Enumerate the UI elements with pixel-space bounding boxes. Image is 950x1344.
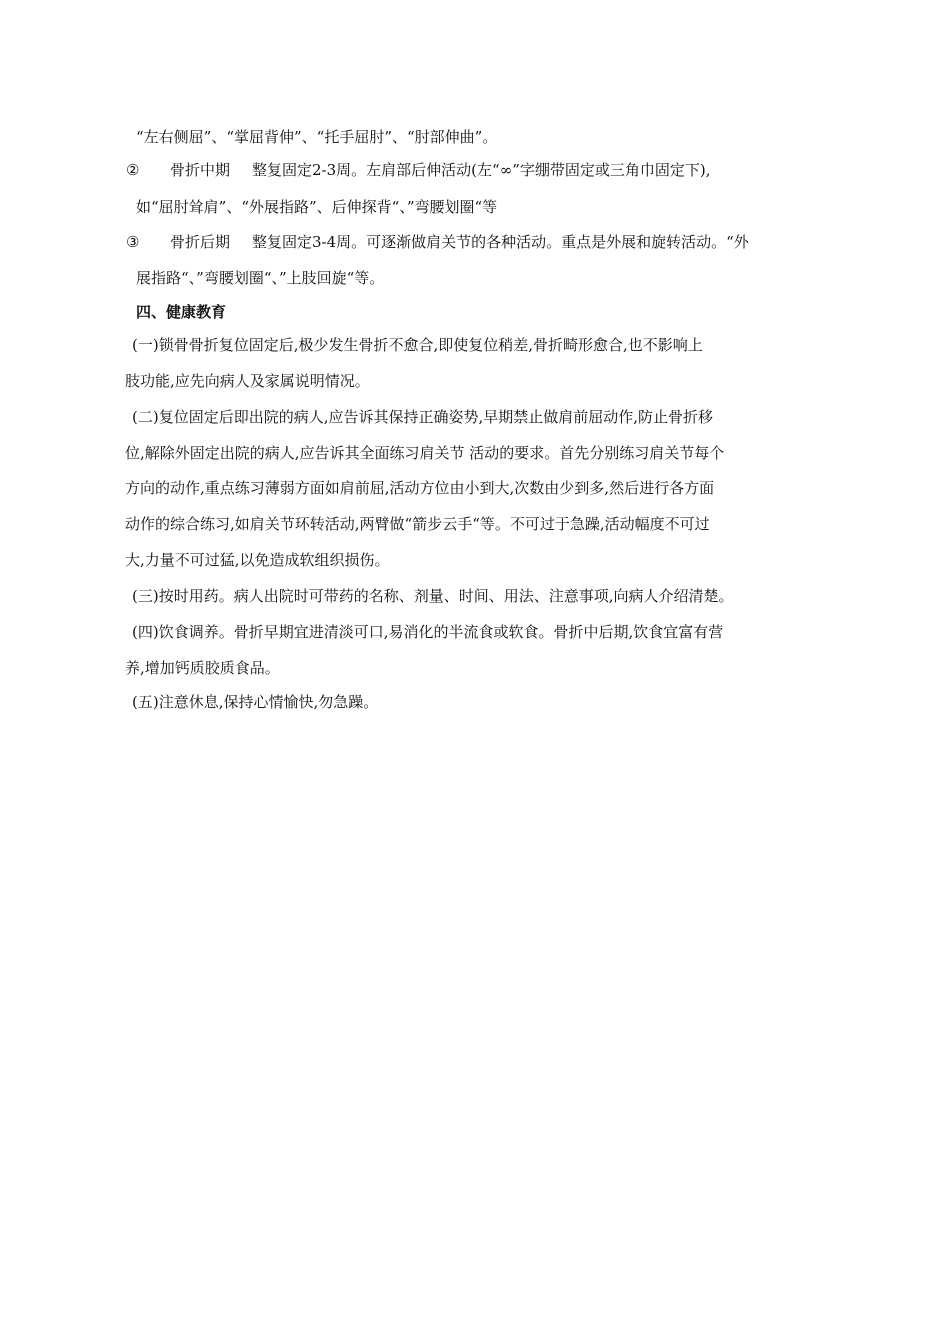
list-marker: ② <box>126 161 140 179</box>
paragraph-4-line-2: 养,增加钙质胶质食品。 <box>125 659 280 677</box>
rehab-item-3 <box>126 232 749 252</box>
paragraph-1-line-2: 肢功能,应先向病人及家属说明情况。 <box>125 372 370 390</box>
rehab-item-2 <box>126 160 710 180</box>
rehab-item-2-continued: 如“屈肘耸肩”、“外展指路”、后伸探背“、”弯腰划圈“等 <box>136 198 498 216</box>
item-text: 整复固定3-4周。可逐渐做肩关节的各种活动。重点是外展和旋转活动。“外 <box>252 233 749 251</box>
list-marker: ③ <box>126 233 140 251</box>
paragraph-2-line-4: 动作的综合练习,如肩关节环转活动,两臂做“箭步云手“等。不可过于急躁,活动幅度不可过 <box>125 515 710 533</box>
item-text: 整复固定2-3周。左肩部后伸活动(左“∞”字绷带固定或三角巾固定下), <box>252 161 711 179</box>
paragraph-2-line-1: (二)复位固定后即出院的病人,应告诉其保持正确姿势,早期禁止做肩前屈动作,防止骨折移 <box>132 408 714 426</box>
rehab-item-3-continued: 展指路“、”弯腰划圈“、”上肢回旋“等。 <box>136 269 385 287</box>
paragraph-2-line-3: 方向的动作,重点练习薄弱方面如肩前屈,活动方位由小到大,次数由少到多,然后进行各方面 <box>125 479 715 497</box>
paragraph-4-line-1: (四)饮食调养。骨折早期宜进清淡可口,易消化的半流食或软食。骨折中后期,饮食宜富有营 <box>132 623 724 641</box>
section-heading: 四、健康教育 <box>136 303 227 321</box>
paragraph-1-line-1: (一)锁骨骨折复位固定后,极少发生骨折不愈合,即使复位稍差,骨折畸形愈合,也不影响上 <box>132 336 703 354</box>
phase-label: 骨折中期 <box>170 161 231 179</box>
rehab-line-1: “左右侧屈”、“掌屈背伸”、“托手屈肘”、“肘部伸曲”。 <box>136 128 498 146</box>
paragraph-5: (五)注意休息,保持心情愉快,勿急躁。 <box>132 693 379 711</box>
paragraph-2-line-2: 位,解除外固定出院的病人,应告诉其全面练习肩关节 活动的要求。首先分别练习肩关节每个 <box>125 444 725 462</box>
phase-label: 骨折后期 <box>170 233 231 251</box>
paragraph-3: (三)按时用药。病人出院时可带药的名称、剂量、时间、用法、注意事项,向病人介绍清楚。 <box>132 587 734 605</box>
paragraph-2-line-5: 大,力量不可过猛,以免造成软组织损伤。 <box>125 551 390 569</box>
